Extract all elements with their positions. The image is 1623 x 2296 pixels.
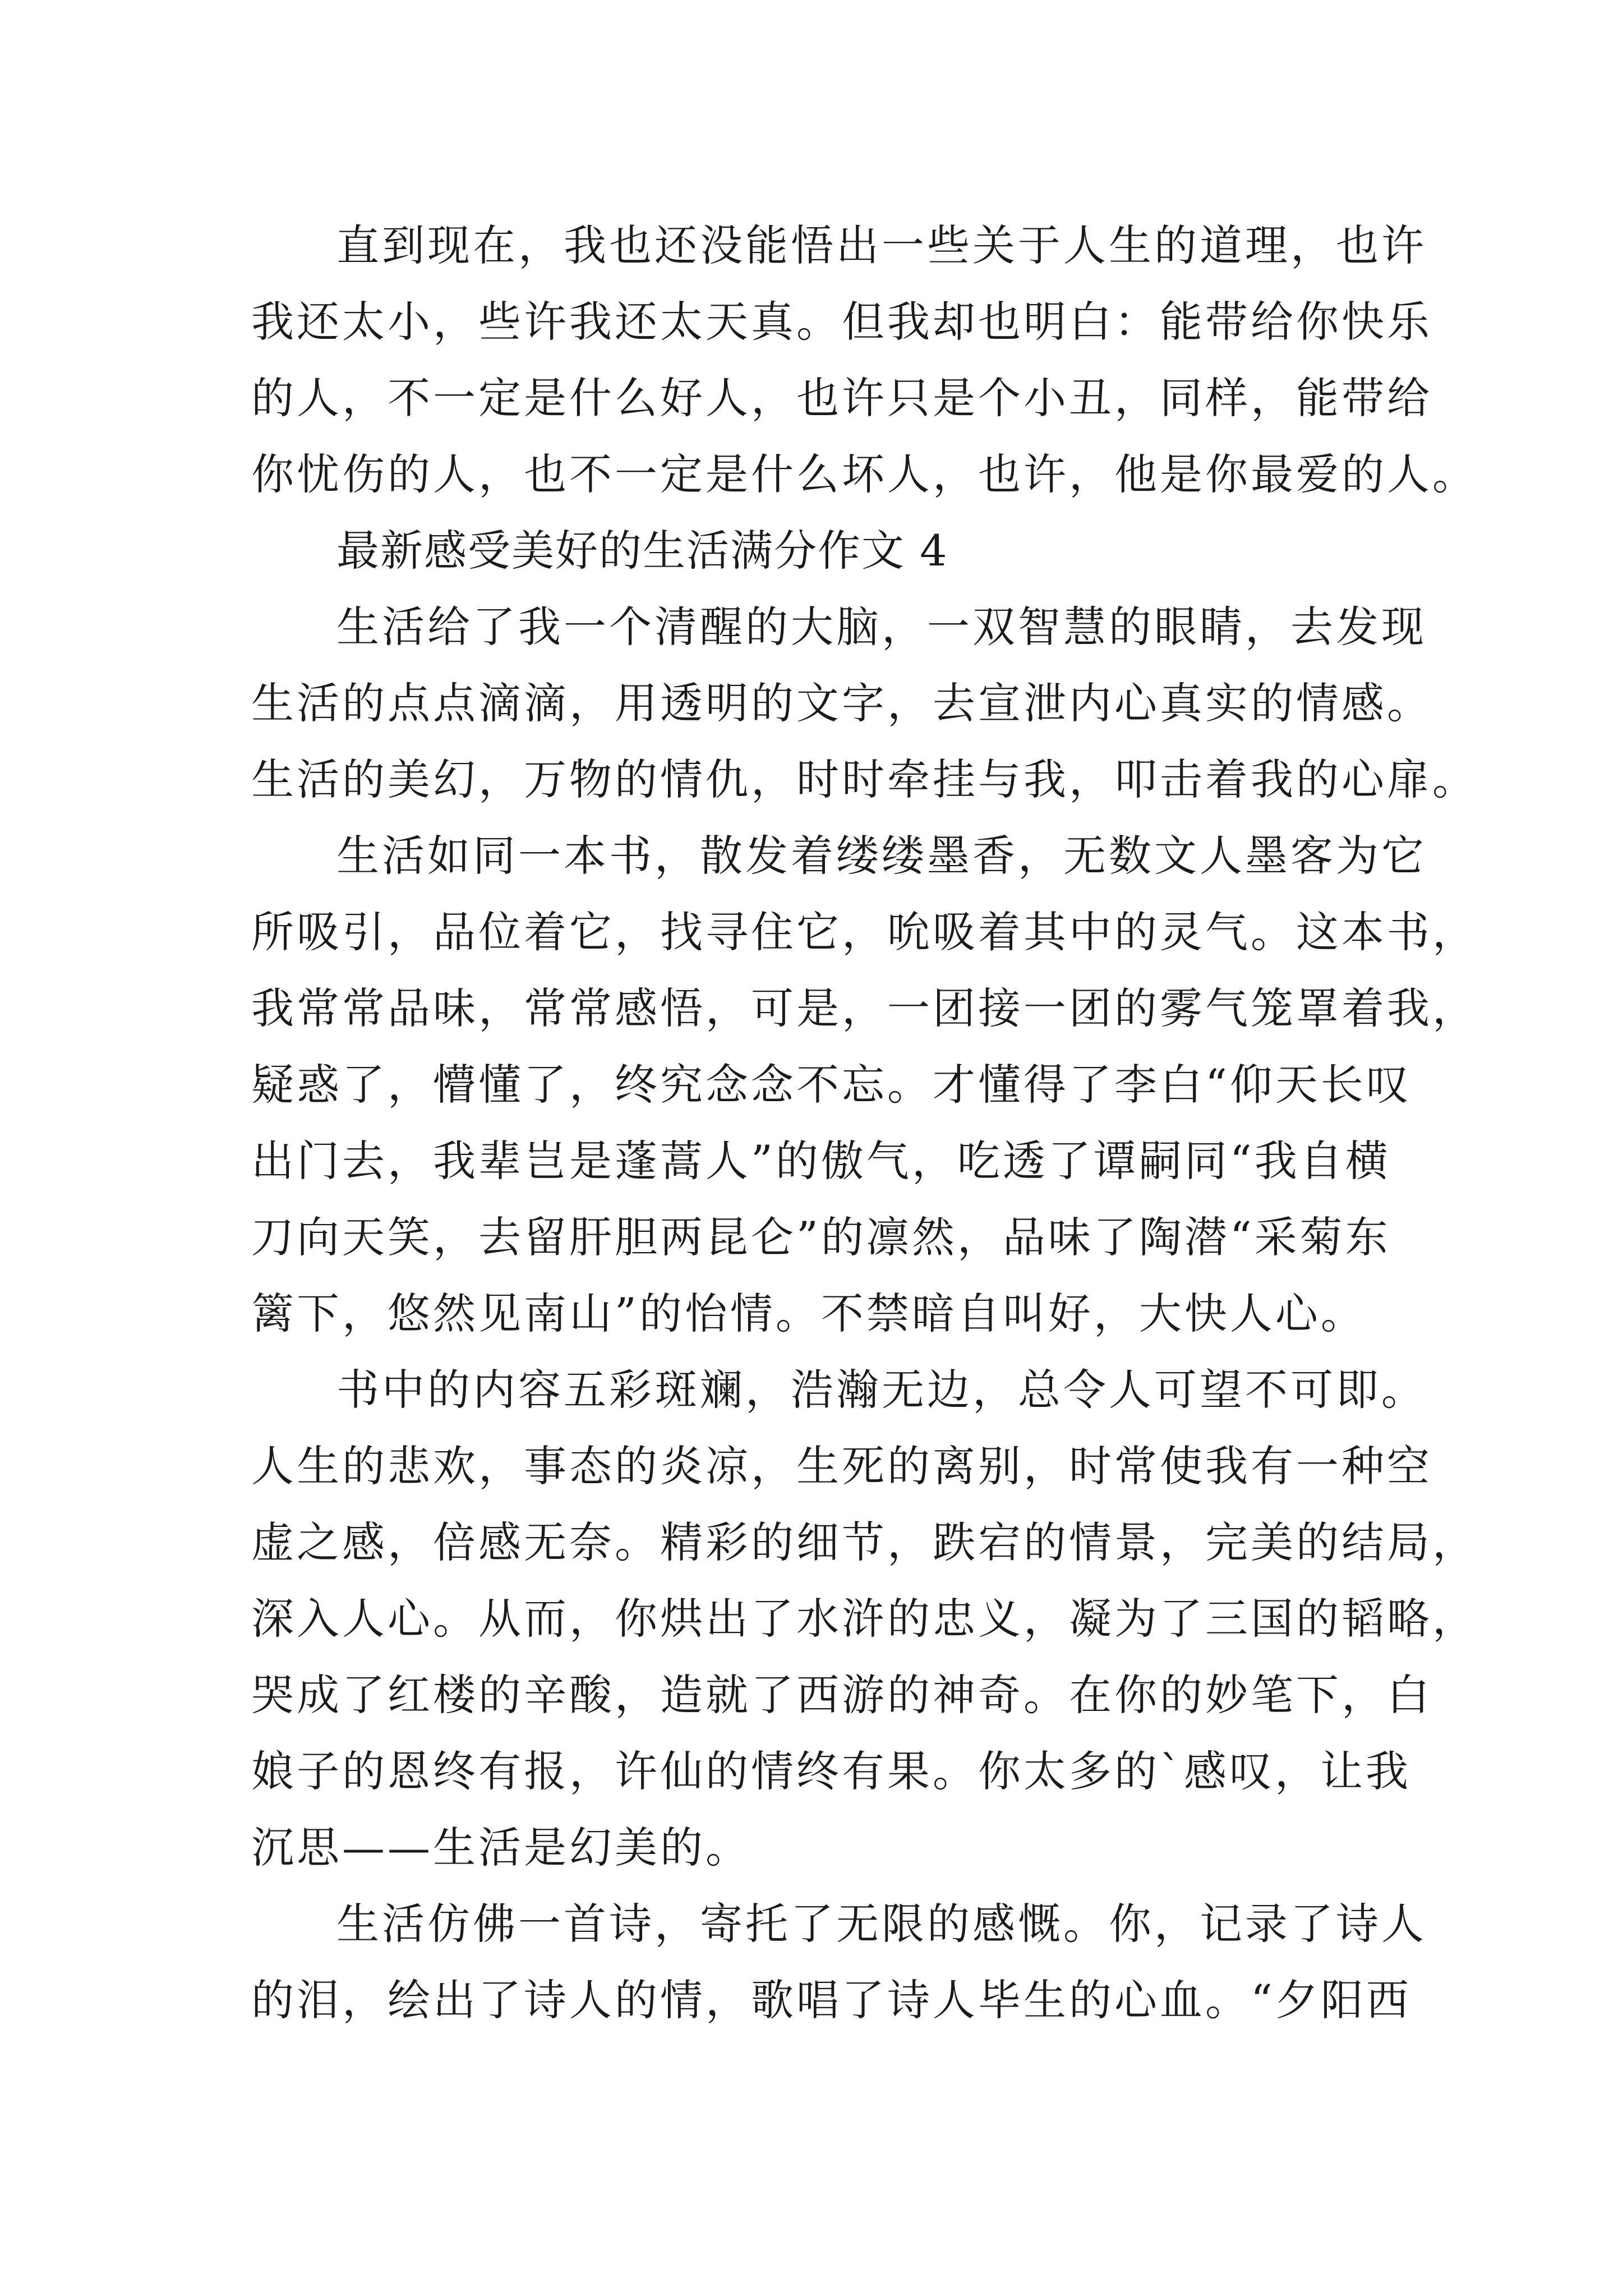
paragraph-line: 生活仿佛一首诗，寄托了无限的感慨。你，记录了诗人 (336, 1899, 1427, 1949)
paragraph-line: 生活给了我一个清醒的大脑，一双智慧的眼睛，去发现 (336, 602, 1427, 652)
paragraph-line: 直到现在，我也还没能悟出一些关于人生的道理，也许 (336, 220, 1427, 270)
paragraph-line: 所吸引，品位着它，找寻住它，吮吸着其中的灵气。这本书， (251, 907, 1478, 957)
paragraph-line: 出门去，我辈岂是蓬蒿人”的傲气，吃透了谭嗣同“我自横 (251, 1136, 1391, 1186)
paragraph-line: 人生的悲欢，事态的炎凉，生死的离别，时常使我有一种空 (251, 1441, 1432, 1491)
paragraph-line: 生活如同一本书，散发着缕缕墨香，无数文人墨客为它 (336, 831, 1427, 881)
paragraph-line: 的人，不一定是什么好人，也许只是个小丑，同样，能带给 (251, 373, 1432, 423)
paragraph-line: 生活的点点滴滴，用透明的文字，去宣泄内心真实的情感。 (251, 678, 1432, 728)
paragraph-line: 刀向天笑，去留肝胆两昆仑”的凛然，品味了陶潜“采菊东 (251, 1212, 1391, 1262)
paragraph-line: 你忧伤的人，也不一定是什么坏人，也许，他是你最爱的人。 (251, 449, 1478, 499)
paragraph-line: 我常常品味，常常感悟，可是，一团接一团的雾气笼罩着我， (251, 983, 1478, 1033)
paragraph-line: 书中的内容五彩斑斓，浩瀚无边，总令人可望不可即。 (336, 1365, 1427, 1415)
paragraph-line: 娘子的恩终有报，许仙的情终有果。你太多的`感叹，让我 (251, 1746, 1411, 1796)
paragraph-line: 疑惑了，懵懂了，终究念念不忘。才懂得了李白“仰天长叹 (251, 1060, 1412, 1110)
paragraph-line: 生活的美幻，万物的情仇，时时牵挂与我，叩击着我的心扉。 (251, 754, 1478, 804)
paragraph-line: 虚之感，倍感无奈。精彩的细节，跌宕的情景，完美的结局， (251, 1517, 1478, 1567)
paragraph-line: 深入人心。从而，你烘出了水浒的忠义，凝为了三国的韬略， (251, 1594, 1478, 1644)
paragraph-line: 沉思——生活是幻美的。 (251, 1823, 751, 1872)
section-heading: 最新感受美好的生活满分作文 4 (336, 526, 948, 576)
paragraph-line: 我还太小，些许我还太天真。但我却也明白：能带给你快乐 (251, 297, 1432, 347)
paragraph-line: 哭成了红楼的辛酸，造就了西游的神奇。在你的妙笔下，白 (251, 1670, 1432, 1720)
paragraph-line: 的泪，绘出了诗人的情，歌唱了诗人毕生的心血。“夕阳西 (251, 1975, 1412, 2025)
paragraph-line: 篱下，悠然见南山”的怡情。不禁暗自叫好，大快人心。 (251, 1289, 1366, 1338)
